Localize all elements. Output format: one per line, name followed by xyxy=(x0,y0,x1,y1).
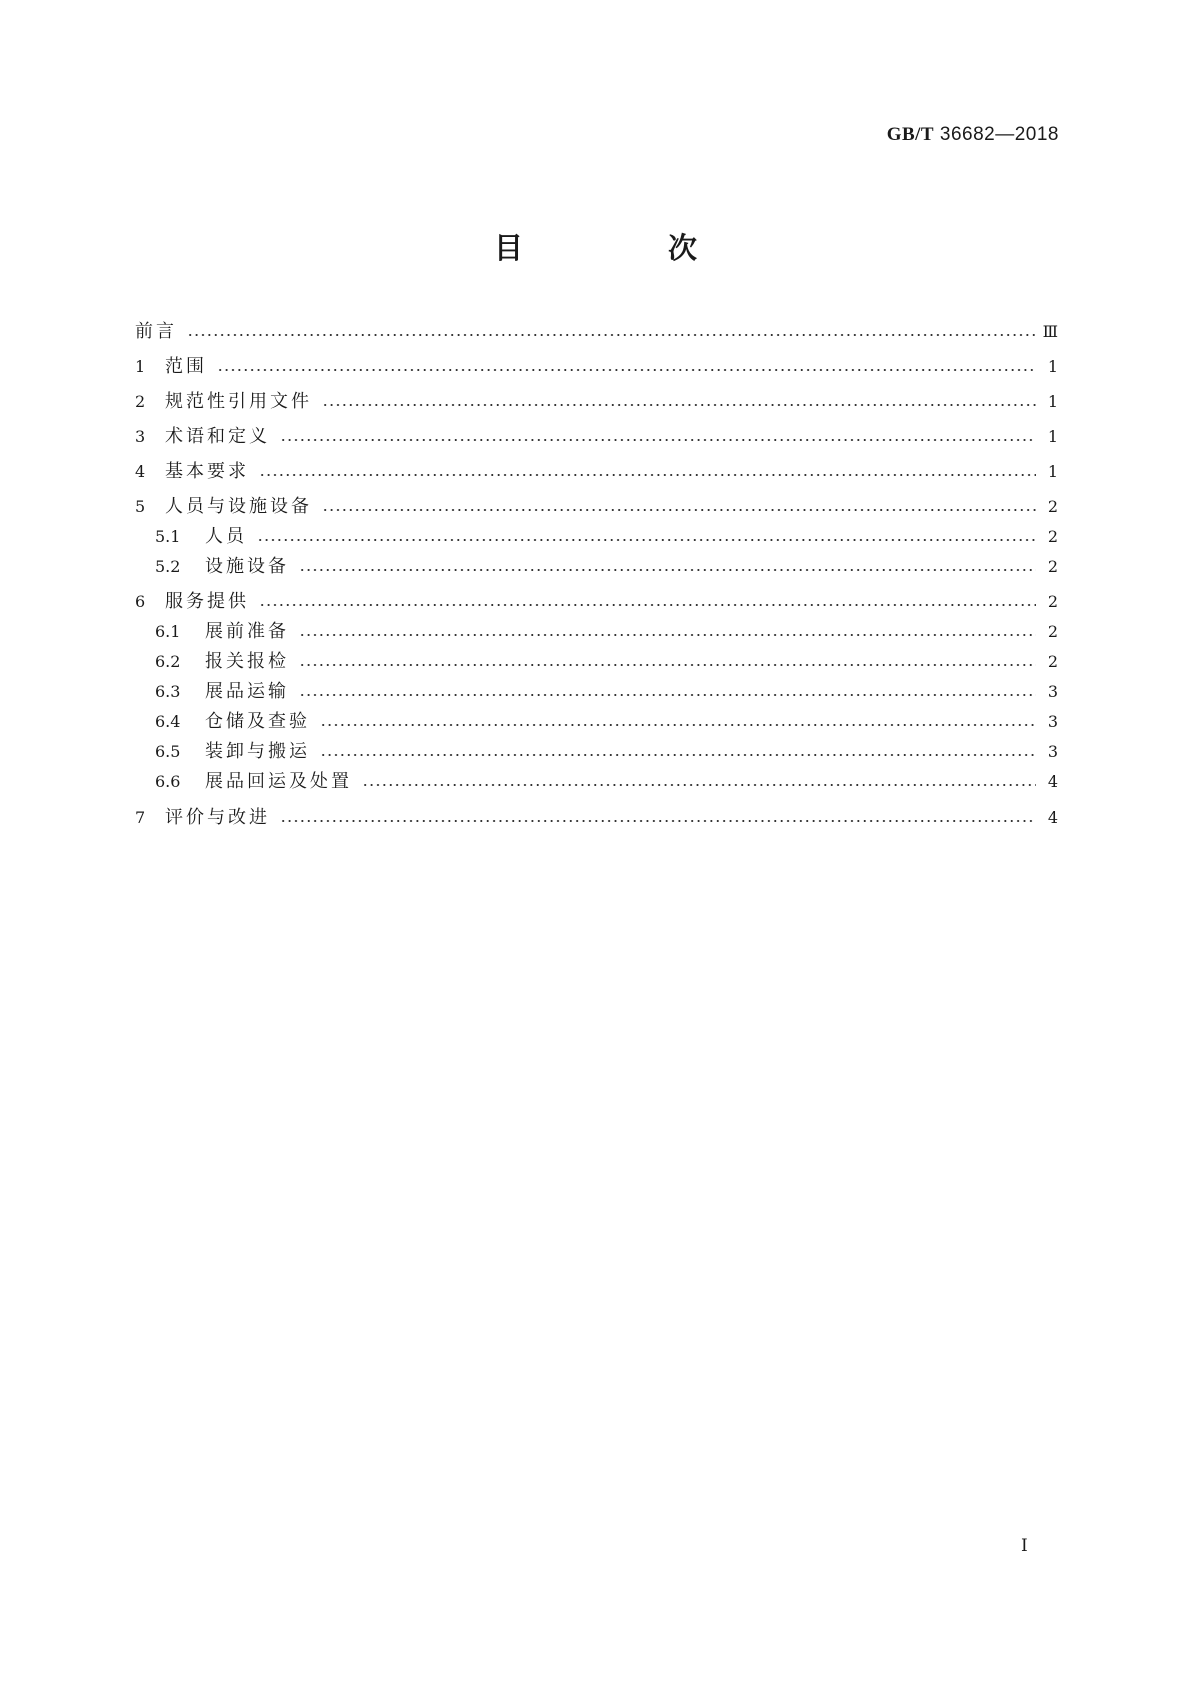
toc-entry-text: 装卸与搬运 xyxy=(205,741,310,762)
toc-leader-dots xyxy=(280,439,1036,441)
toc-entry-6-3[interactable] xyxy=(155,679,1058,705)
toc-leader-dots xyxy=(322,509,1036,511)
toc-entry-4[interactable] xyxy=(135,459,1058,485)
toc-entry-5-1[interactable] xyxy=(155,524,1058,550)
standard-number: 36682—2018 xyxy=(939,124,1059,145)
toc-page-number: 4 xyxy=(1047,808,1058,827)
toc-leader-dots xyxy=(299,634,1036,636)
toc-page-number: 1 xyxy=(1047,427,1058,446)
toc-entry-number: 6.3 xyxy=(155,682,181,701)
toc-leader-dots xyxy=(299,694,1036,696)
toc-leader-dots xyxy=(280,820,1036,822)
standard-code xyxy=(887,124,1059,146)
toc-page-number: 1 xyxy=(1047,392,1058,411)
toc-entry-number: 7 xyxy=(135,808,146,827)
toc-entry-1[interactable] xyxy=(135,354,1058,380)
toc-entry-7[interactable] xyxy=(135,805,1058,831)
toc-page-number: 3 xyxy=(1047,682,1058,701)
toc-leader-dots xyxy=(299,569,1036,571)
toc-page-number: 2 xyxy=(1047,652,1058,671)
toc-entry-number: 6.6 xyxy=(155,772,181,791)
toc-leader-dots xyxy=(299,664,1036,666)
toc-entry-text: 人员与设施设备 xyxy=(165,496,312,517)
toc-entry-number: 1 xyxy=(135,357,146,376)
toc-page-number: 4 xyxy=(1047,772,1058,791)
toc-entry-6[interactable] xyxy=(135,589,1058,615)
toc-leader-dots xyxy=(320,724,1036,726)
toc-entry-text: 设施设备 xyxy=(205,556,289,577)
toc-page-number: 1 xyxy=(1047,462,1058,481)
toc-entry-text: 服务提供 xyxy=(165,591,249,612)
toc-leader-dots xyxy=(362,784,1036,786)
toc-entry-6-4[interactable] xyxy=(155,709,1058,735)
toc-entry-text: 规范性引用文件 xyxy=(165,391,312,412)
toc-entry-5-2[interactable] xyxy=(155,554,1058,580)
toc-entry-text: 展前准备 xyxy=(205,621,289,642)
toc-entry-number: 6 xyxy=(135,592,146,611)
toc-leader-dots xyxy=(187,334,1035,336)
toc-page-number: 3 xyxy=(1047,712,1058,731)
toc-entry-number: 6.4 xyxy=(155,712,181,731)
toc-entry-number: 5.2 xyxy=(155,557,181,576)
toc-entry-number: 4 xyxy=(135,462,146,481)
toc-entry-text: 评价与改进 xyxy=(165,807,270,828)
toc-entry-number: 6.2 xyxy=(155,652,181,671)
page-title: 目 次 xyxy=(493,231,755,265)
toc-entry-2[interactable] xyxy=(135,389,1058,415)
toc-entry-foreword[interactable] xyxy=(135,319,1058,345)
toc-page-number: 2 xyxy=(1047,592,1058,611)
toc-page-number: 2 xyxy=(1047,557,1058,576)
toc-leader-dots xyxy=(259,474,1036,476)
toc-leader-dots xyxy=(217,369,1036,371)
toc-entry-text: 展品运输 xyxy=(205,681,289,702)
toc-entry-text: 仓储及查验 xyxy=(205,711,310,732)
toc-entry-6-2[interactable] xyxy=(155,649,1058,675)
toc-entry-text: 基本要求 xyxy=(165,461,249,482)
toc-entry-number: 2 xyxy=(135,392,146,411)
page-number: Ⅰ xyxy=(1021,1536,1028,1556)
toc-entry-6-5[interactable] xyxy=(155,739,1058,765)
toc-leader-dots xyxy=(257,539,1036,541)
toc-leader-dots xyxy=(322,404,1036,406)
toc-entry-text: 前言 xyxy=(135,321,177,342)
toc-entry-3[interactable] xyxy=(135,424,1058,450)
toc-page-number: 2 xyxy=(1047,497,1058,516)
toc-entry-text: 范围 xyxy=(165,356,207,377)
toc-page-number: 2 xyxy=(1047,622,1058,641)
toc-entry-6-1[interactable] xyxy=(155,619,1058,645)
toc-entry-number: 5 xyxy=(135,497,146,516)
toc-entry-number: 6.1 xyxy=(155,622,181,641)
toc-entry-number: 6.5 xyxy=(155,742,181,761)
standard-prefix: GB/T xyxy=(886,124,935,145)
toc-page-number: 2 xyxy=(1047,527,1058,546)
toc-entry-text: 报关报检 xyxy=(205,651,289,672)
toc-entry-number: 3 xyxy=(135,427,146,446)
toc-leader-dots xyxy=(320,754,1036,756)
toc-page-number: 3 xyxy=(1047,742,1058,761)
toc-entry-6-6[interactable] xyxy=(155,769,1058,795)
toc-entry-5[interactable] xyxy=(135,494,1058,520)
toc-page-number: 1 xyxy=(1047,357,1058,376)
toc-page-number: Ⅲ xyxy=(1042,322,1058,341)
toc-leader-dots xyxy=(259,604,1036,606)
toc-entry-text: 术语和定义 xyxy=(165,426,270,447)
toc-entry-number: 5.1 xyxy=(155,527,181,546)
toc-entry-text: 人员 xyxy=(205,526,247,547)
toc-entry-text: 展品回运及处置 xyxy=(205,771,352,792)
